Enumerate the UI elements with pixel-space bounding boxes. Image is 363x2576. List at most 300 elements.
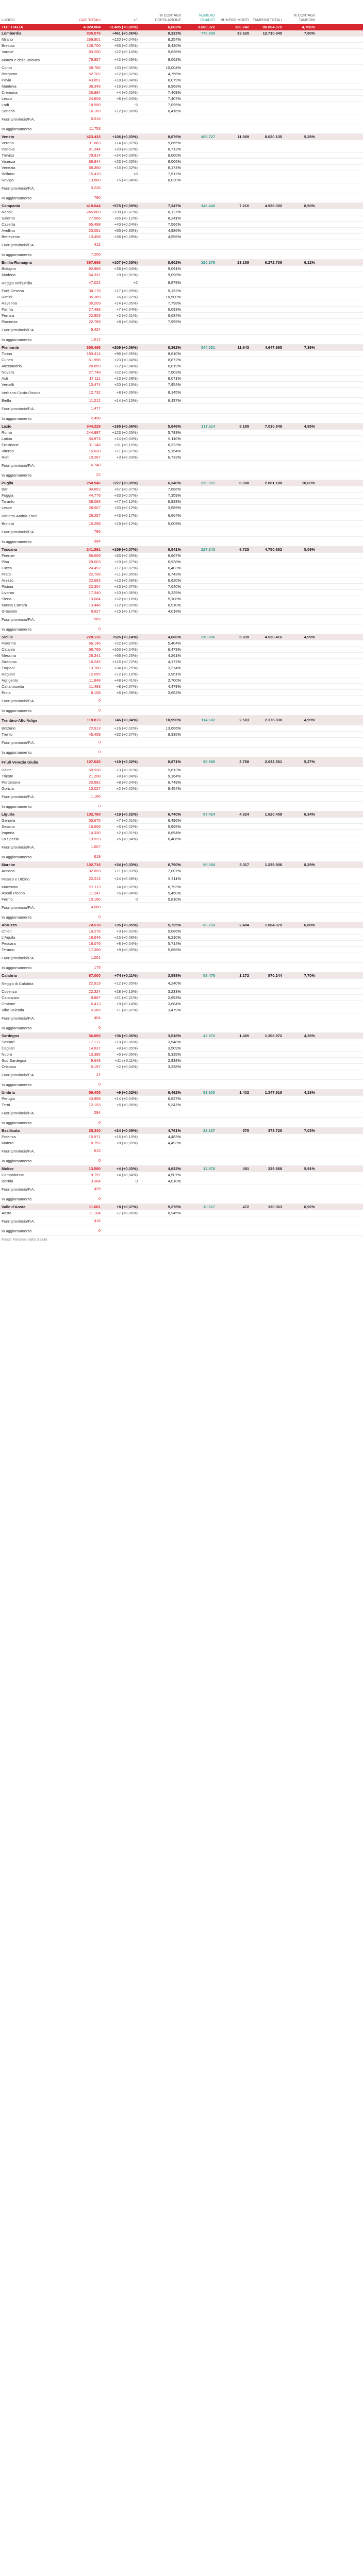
province-empty: [251, 802, 284, 811]
province-delta: +21 (+0,21%): [102, 995, 139, 1001]
province-pct: 6,910%: [139, 602, 183, 608]
province-delta: [102, 1108, 139, 1118]
province-cases: 29.003: [60, 559, 102, 565]
province-row: [0, 335, 363, 345]
province-row: [0, 183, 363, 193]
province-empty: [217, 818, 251, 824]
province-empty: [251, 947, 284, 953]
province-empty: [217, 786, 251, 792]
covid-table-page: [0, 0, 363, 1244]
province-empty: [217, 690, 251, 696]
province-empty: [251, 1064, 284, 1070]
province-empty: [217, 430, 251, 436]
province-delta: +12 (+0,08%): [102, 108, 139, 114]
province-empty: [183, 1178, 217, 1184]
region-ratio: 7,39%: [284, 345, 317, 351]
province-empty: [284, 653, 317, 659]
province-pct: 6,634%: [139, 313, 183, 319]
province-spacer: [317, 1172, 363, 1178]
province-delta: +36 (+0,29%): [102, 234, 139, 240]
province-empty: [251, 414, 284, 423]
province-cases: 128.700: [60, 43, 102, 49]
province-name: Gorizia: [0, 786, 60, 792]
province-name: Reggio nell'Emilia: [0, 278, 60, 288]
province-name: Avellino: [0, 228, 60, 234]
province-delta: [102, 624, 139, 634]
province-empty: [284, 43, 317, 49]
province-name: Fuori provincia/P.A.: [0, 953, 60, 963]
province-empty: [251, 874, 284, 884]
province-empty: [284, 706, 317, 716]
province-empty: [183, 553, 217, 559]
region-row: [0, 30, 363, 37]
province-empty: [251, 559, 284, 565]
province-empty: [183, 307, 217, 313]
region-cases: 11.601: [60, 1204, 102, 1210]
province-delta: [102, 852, 139, 862]
province-empty: [217, 671, 251, 677]
province-empty: [217, 640, 251, 647]
province-pct: [139, 1216, 183, 1226]
province-pct: 8,127%: [139, 209, 183, 215]
province-row: [0, 404, 363, 414]
province-empty: [183, 953, 217, 963]
province-pct: 6,627%: [139, 1096, 183, 1102]
province-empty: [183, 824, 217, 830]
province-pct: 5,666%: [139, 947, 183, 953]
province-spacer: [317, 398, 363, 404]
province-pct: 9,865%: [139, 140, 183, 146]
province-spacer: [317, 1178, 363, 1184]
province-row: [0, 505, 363, 511]
province-empty: [284, 1118, 317, 1128]
province-pct: 4,240%: [139, 979, 183, 989]
region-spacer: [317, 862, 363, 868]
province-spacer: [317, 989, 363, 995]
province-spacer: [317, 941, 363, 947]
province-spacer: [317, 152, 363, 159]
province-empty: [284, 842, 317, 852]
region-ratio: 4,35%: [284, 1033, 317, 1039]
province-empty: [251, 1118, 284, 1128]
province-empty: [183, 313, 217, 319]
province-empty: [183, 1118, 217, 1128]
province-empty: [284, 640, 317, 647]
province-empty: [217, 596, 251, 602]
province-empty: [284, 995, 317, 1001]
region-tests: 4.936.002: [251, 203, 284, 209]
province-empty: [217, 442, 251, 448]
province-cases: 12.095: [60, 671, 102, 677]
total-label: TOT. ITALIA: [0, 24, 60, 30]
province-pct: 6,938%: [139, 559, 183, 565]
province-row: [0, 307, 363, 313]
province-spacer: [317, 272, 363, 278]
province-pct: 9,613%: [139, 767, 183, 773]
province-empty: [251, 935, 284, 941]
province-empty: [251, 486, 284, 493]
province-name: Siena: [0, 596, 60, 602]
province-empty: [183, 979, 217, 989]
province-cases: 24.809: [60, 96, 102, 102]
province-cases: 0: [60, 706, 102, 716]
province-cases: 4.060: [60, 903, 102, 912]
province-cases: 77.566: [60, 215, 102, 222]
region-deaths: 5.839: [217, 634, 251, 640]
province-empty: [217, 1194, 251, 1204]
province-pct: 6,749%: [139, 779, 183, 786]
province-empty: [284, 234, 317, 240]
province-name: Savona: [0, 824, 60, 830]
province-spacer: [317, 792, 363, 802]
region-spacer: [317, 1128, 363, 1134]
province-row: [0, 171, 363, 177]
region-row: [0, 1033, 363, 1039]
province-empty: [251, 300, 284, 307]
province-pct: [139, 124, 183, 134]
province-row: [0, 521, 363, 527]
region-row: [0, 757, 363, 767]
province-empty: [251, 335, 284, 345]
region-ratio: 6,34%: [284, 811, 317, 818]
province-empty: [183, 165, 217, 171]
province-empty: [183, 578, 217, 584]
province-name: In aggiornamento: [0, 335, 60, 345]
province-cases: 27.488: [60, 307, 102, 313]
province-row: [0, 671, 363, 677]
province-cases: 17.340: [60, 590, 102, 596]
province-delta: +4 (+0,02%): [102, 90, 139, 96]
region-pct: 6,340%: [139, 480, 183, 486]
province-empty: [251, 388, 284, 398]
province-empty: [183, 608, 217, 615]
province-delta: [102, 903, 139, 912]
province-empty: [284, 903, 317, 912]
province-spacer: [317, 1210, 363, 1216]
province-empty: [284, 266, 317, 272]
province-delta: +8 (+0,04%): [102, 96, 139, 102]
province-empty: [251, 102, 284, 108]
province-name: Macerata: [0, 884, 60, 890]
province-empty: [251, 647, 284, 653]
province-name: In aggiornamento: [0, 124, 60, 134]
region-healed: 220.061: [183, 480, 217, 486]
province-empty: [217, 1178, 251, 1184]
province-name: Oristano: [0, 1064, 60, 1070]
province-cases: 27.749: [60, 369, 102, 376]
province-row: [0, 77, 363, 83]
province-delta: [102, 335, 139, 345]
province-empty: [183, 624, 217, 634]
province-delta: +4 (+0,04%): [102, 1172, 139, 1178]
province-spacer: [317, 602, 363, 608]
province-row: [0, 43, 363, 49]
province-pct: 6,620%: [139, 578, 183, 584]
region-ratio: 7,70%: [284, 973, 317, 979]
province-row: [0, 690, 363, 696]
province-cases: 14.837: [60, 1045, 102, 1052]
province-name: In aggiornamento: [0, 414, 60, 423]
province-empty: [217, 725, 251, 732]
province-pct: [139, 1156, 183, 1166]
province-empty: [284, 584, 317, 590]
province-delta: +2 (+0,01%): [102, 313, 139, 319]
province-empty: [284, 1096, 317, 1102]
region-name: Calabria: [0, 973, 60, 979]
province-empty: [217, 96, 251, 102]
province-empty: [251, 193, 284, 203]
province-pct: 7,512%: [139, 171, 183, 177]
region-spacer: [317, 1204, 363, 1210]
province-empty: [183, 228, 217, 234]
province-pct: 5,965%: [139, 824, 183, 830]
province-spacer: [317, 874, 363, 884]
province-spacer: [317, 1023, 363, 1033]
province-row: [0, 266, 363, 272]
province-delta: [102, 1013, 139, 1023]
province-name: Forlì-Cesena: [0, 288, 60, 294]
province-empty: [251, 363, 284, 369]
province-pct: [139, 335, 183, 345]
region-name: Veneto: [0, 134, 60, 140]
province-empty: [183, 773, 217, 779]
province-empty: [217, 266, 251, 272]
province-empty: [217, 963, 251, 973]
province-empty: [251, 278, 284, 288]
province-cases: 0: [60, 748, 102, 757]
region-deaths: 6.725: [217, 547, 251, 553]
province-pct: 5,086%: [139, 928, 183, 935]
province-empty: [251, 1102, 284, 1108]
region-pct: 5,946%: [139, 423, 183, 430]
province-name: Isernia: [0, 1178, 60, 1184]
province-spacer: [317, 215, 363, 222]
region-pct: 8,362%: [139, 345, 183, 351]
province-empty: [183, 1184, 217, 1194]
province-cases: 50.938: [60, 767, 102, 773]
province-empty: [284, 369, 317, 376]
province-empty: [183, 696, 217, 706]
province-cases: 34.973: [60, 436, 102, 442]
province-empty: [251, 868, 284, 874]
province-cases: 13.446: [60, 602, 102, 608]
province-empty: [217, 183, 251, 193]
province-empty: [251, 527, 284, 537]
province-spacer: [317, 912, 363, 922]
province-cases: 20.862: [60, 779, 102, 786]
province-empty: [217, 802, 251, 811]
province-cases: 179: [60, 963, 102, 973]
province-empty: [217, 65, 251, 71]
province-spacer: [317, 995, 363, 1001]
province-delta: +11 (+0,07%): [102, 448, 139, 454]
province-spacer: [317, 1039, 363, 1045]
province-name: Taranto: [0, 499, 60, 505]
province-name: Pavia: [0, 77, 60, 83]
province-delta: +32 (+0,07%): [102, 732, 139, 738]
province-empty: [284, 963, 317, 973]
province-spacer: [317, 767, 363, 773]
province-delta: +66 (+0,25%): [102, 653, 139, 659]
province-spacer: [317, 1140, 363, 1146]
province-cases: 13.684: [60, 596, 102, 602]
province-row: [0, 152, 363, 159]
province-empty: [183, 1102, 217, 1108]
province-pct: [139, 903, 183, 912]
province-empty: [251, 615, 284, 624]
region-tests: 4.530.416: [251, 634, 284, 640]
province-pct: [139, 1118, 183, 1128]
province-empty: [251, 96, 284, 102]
province-empty: [284, 49, 317, 55]
region-cases: 423.433: [60, 134, 102, 140]
province-empty: [217, 300, 251, 307]
region-ratio: 4,18%: [284, 1090, 317, 1096]
province-name: In aggiornamento: [0, 1118, 60, 1128]
province-pct: 8,945%: [139, 1210, 183, 1216]
province-pct: [139, 615, 183, 624]
province-pct: [139, 1184, 183, 1194]
province-empty: [251, 266, 284, 272]
province-delta: +67 (+0,07%): [102, 486, 139, 493]
province-pct: 6,403%: [139, 565, 183, 571]
region-delta: +4 (+0,03%): [102, 1166, 139, 1172]
province-name: Varese: [0, 49, 60, 55]
province-empty: [251, 90, 284, 96]
province-spacer: [317, 1096, 363, 1102]
province-pct: 7,954%: [139, 382, 183, 388]
province-empty: [183, 278, 217, 288]
province-empty: [217, 553, 251, 559]
province-name: In aggiornamento: [0, 912, 60, 922]
province-empty: [183, 382, 217, 388]
province-spacer: [317, 1108, 363, 1118]
province-empty: [217, 369, 251, 376]
province-row: [0, 442, 363, 448]
region-cases: 419.644: [60, 203, 102, 209]
province-delta: +23 (+0,04%): [102, 357, 139, 363]
province-delta: +8 (+0,04%): [102, 779, 139, 786]
province-empty: [217, 102, 251, 108]
province-spacer: [317, 307, 363, 313]
province-row: [0, 470, 363, 480]
province-delta: +123 (+0,05%): [102, 430, 139, 436]
province-cases: 28.859: [60, 363, 102, 369]
province-cases: 6.518: [60, 114, 102, 124]
province-row: [0, 493, 363, 499]
region-cases: 118.873: [60, 716, 102, 725]
province-delta: [102, 461, 139, 470]
province-cases: 91.883: [60, 140, 102, 146]
province-delta: +48 (+0,41%): [102, 677, 139, 684]
province-empty: [251, 442, 284, 448]
province-cases: 565: [60, 615, 102, 624]
province-empty: [251, 430, 284, 436]
province-empty: [284, 165, 317, 171]
header-pct-tests: % CONTAGI/ TAMPONI: [293, 14, 315, 22]
province-empty: [217, 108, 251, 114]
province-row: [0, 1140, 363, 1146]
province-pct: 9,636%: [139, 49, 183, 55]
province-empty: [251, 183, 284, 193]
province-delta: +6 (+0,04%): [102, 836, 139, 842]
province-empty: [251, 624, 284, 634]
province-cases: 269.801: [60, 37, 102, 43]
province-spacer: [317, 1156, 363, 1166]
province-row: [0, 454, 363, 461]
province-delta: +42 (+0,05%): [102, 55, 139, 65]
province-empty: [183, 537, 217, 547]
province-name: Livorno: [0, 590, 60, 596]
province-empty: [217, 55, 251, 65]
province-row: [0, 571, 363, 578]
province-empty: [217, 578, 251, 584]
province-name: Cremona: [0, 90, 60, 96]
province-empty: [284, 1172, 317, 1178]
province-empty: [183, 505, 217, 511]
province-empty: [251, 1172, 284, 1178]
province-name: In aggiornamento: [0, 802, 60, 811]
province-empty: [217, 1052, 251, 1058]
province-row: [0, 836, 363, 842]
province-row: [0, 792, 363, 802]
province-empty: [183, 108, 217, 114]
province-cases: 66.669: [60, 553, 102, 559]
province-cases: 28.507: [60, 505, 102, 511]
province-empty: [217, 935, 251, 941]
province-empty: [183, 288, 217, 294]
province-empty: [284, 294, 317, 300]
province-empty: [183, 928, 217, 935]
province-empty: [251, 1216, 284, 1226]
province-empty: [251, 903, 284, 912]
province-row: [0, 802, 363, 811]
province-empty: [217, 470, 251, 480]
province-empty: [217, 953, 251, 963]
province-empty: [284, 146, 317, 152]
province-name: In aggiornamento: [0, 193, 60, 203]
province-pct: 8,968%: [139, 83, 183, 90]
province-empty: [284, 615, 317, 624]
province-row: [0, 578, 363, 584]
province-name: Mantova: [0, 83, 60, 90]
province-pct: 6,110%: [139, 436, 183, 442]
region-cases: 360.465: [60, 345, 102, 351]
province-pct: 9,091%: [139, 266, 183, 272]
province-empty: [183, 272, 217, 278]
province-empty: [217, 1007, 251, 1013]
region-row: [0, 1128, 363, 1134]
province-pct: 8,743%: [139, 571, 183, 578]
province-empty: [217, 234, 251, 240]
province-pct: [139, 114, 183, 124]
province-empty: [284, 102, 317, 108]
province-pct: [139, 183, 183, 193]
province-empty: [284, 183, 317, 193]
province-cases: 24.492: [60, 565, 102, 571]
region-row: [0, 922, 363, 928]
province-name: Fuori provincia/P.A.: [0, 738, 60, 748]
province-empty: [217, 49, 251, 55]
province-pct: 4,507%: [139, 1172, 183, 1178]
total-pct: 6,662%: [139, 24, 183, 30]
province-spacer: [317, 71, 363, 77]
province-empty: [251, 114, 284, 124]
province-empty: [284, 228, 317, 234]
province-empty: [183, 369, 217, 376]
region-tests: 2.801.188: [251, 480, 284, 486]
province-empty: [183, 1045, 217, 1052]
